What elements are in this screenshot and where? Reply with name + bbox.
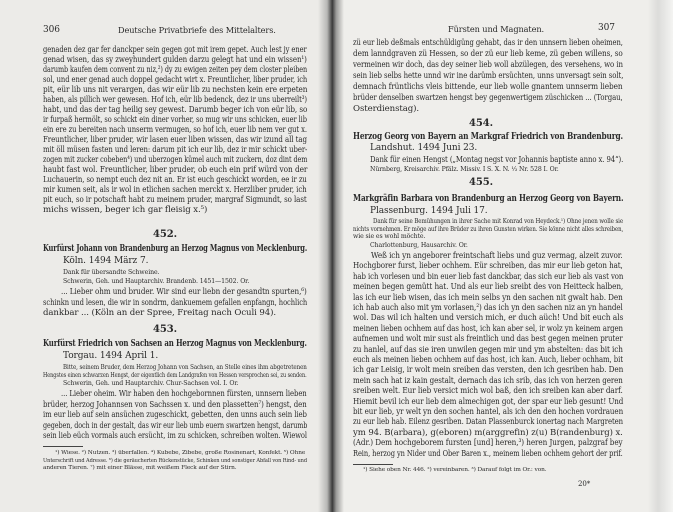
running-head: Fürsten und Magnaten. bbox=[448, 24, 545, 34]
body-line: ich hab auch also mit ym vorlasen,²) das ich yn den sachen niz an yn handel bbox=[353, 303, 623, 313]
body-line: mein sach hat iz kain gestalt, dernach das ich srib, das ich von herzen geren bbox=[353, 375, 623, 386]
letter-summary: Dank für übersandte Schweine. bbox=[63, 269, 160, 276]
footnote-rule bbox=[43, 446, 83, 447]
body-line: haben, als pillich wer gewesen. Hof ich, eür lib bedenck, dez ir uns uberreilt³) bbox=[43, 95, 307, 105]
letter-number: 454. bbox=[469, 118, 493, 129]
running-head: Deutsche Privatbriefe des Mittelalters. bbox=[118, 25, 276, 35]
body-line: meinen lieben ochhem auf das host, ich kan aber sel, ir wolz yn keinem argen bbox=[353, 323, 623, 334]
body-line: Luchauerin, so nempt euch dez nit an. Er ist euch geschickt worden, ee ir zu bbox=[43, 175, 307, 185]
body-line: (Adr.) Dem hochgeborem fursten [und] heren,³) heren Jurgen, palzgraf bey bbox=[353, 438, 623, 449]
letter-summary: Dank für einen Hengst („Montag negst vor Johannis baptiste anno x. 94“). bbox=[370, 154, 624, 164]
body-line: Rein, herzog yn Nider und Ober Baren x., meinem lieben ochhem gehort der prif. bbox=[353, 448, 623, 459]
place-date: Plassenburg. 1494 Juli 17. bbox=[370, 206, 488, 216]
body-line: haubt fast wol. Freuntlicher, liber pruder, ob euch ein prif würd von der bbox=[43, 165, 308, 175]
body-line: michs wissen, beger ich gar fleisig x.⁵) bbox=[43, 205, 208, 215]
signature-mark: 20* bbox=[578, 480, 591, 488]
body-line: mit öll müsen fasten und leren: darum pit ich eur lib, dez ir mir schickt uber- bbox=[43, 145, 308, 155]
archive-source: Charlottenburg, Hausarchiv. Or. bbox=[370, 242, 468, 249]
body-line: aufnemen und wolt mir sust als freintlich und das best gegen meinen pruter bbox=[353, 334, 623, 345]
letter-heading: Kurfürst Johann von Brandenburg an Herzog Magnus von Mecklenburg. bbox=[43, 243, 308, 254]
footnote: Unterschrift und Adresse. ⁶) die geräucherten Rückenstücke, Schinken und sonstiger Abfall von Rind- und bbox=[43, 457, 307, 464]
body-line: zü eur lieb deßmals entschüldigüng gehabt, das ir den unnsern lieben oheimen, bbox=[353, 38, 623, 48]
body-line: ... Lieber ohm und bruder. Wir sind eur liebn der gesandtn spurten,⁶) bbox=[61, 287, 307, 297]
letter-heading: Markgräfin Barbara von Brandenburg an Herzog Georg von Bayern. bbox=[353, 193, 624, 204]
archive-source: Nürnberg, Kreisarchiv. Pfälz. Missiv. I S. X. N. ¹⁄₃ Nr. 528 I. Or. bbox=[370, 166, 559, 173]
body-line: Weß ich yn angeborer freintschaft liebs und guz vermag, alzeit zuvor. bbox=[371, 251, 623, 261]
body-line: gegeben, doch in der gestalt, das wir eur lieb umb euern swartzen hengst, darumb bbox=[43, 420, 308, 431]
body-line: genad wisen, das sy zweyhundert gulden darzu gelegt hat und ein wissen¹) bbox=[43, 55, 307, 65]
body-line: euch als meinen lieben ochhem auf das host, ich kan. Auch, lieber ochham, bit bbox=[353, 355, 623, 365]
page-edge bbox=[648, 0, 673, 512]
body-line: pit, eür lib uns nit verargen, das wir eür lib zu nechsten kein ere erpeten bbox=[43, 85, 308, 95]
letter-summary: wie sie es wohl möchte. bbox=[353, 233, 426, 241]
place-date: Torgau. 1494 April 1. bbox=[63, 351, 159, 361]
body-line: vermeinen wir doch, das dey seiner lieb woll abzülegen, des versehens, wo in bbox=[353, 60, 623, 70]
letter-heading: Herzog Georg von Bayern an Markgraf Friedrich von Brandenburg. bbox=[353, 131, 623, 142]
archive-source: Schwerin, Geh. und Hauptarchiv. Chur-Sachsen vol. I. Or. bbox=[63, 380, 239, 387]
body-line: sol, und ener genad auch doppel gedacht wirt x. Freuntlicher, liber pruder, ich bbox=[43, 75, 308, 85]
body-line: Hiemit bevil ich eur lieb dem almechigen got, der spar eur lieb gesunt! Und bbox=[353, 396, 624, 407]
letter-summary: Bitte, seinem Bruder, dem Herzog Johann von Sachsen, an Stelle eines ihm abgetretenen bbox=[63, 364, 307, 371]
body-line: habt, und das der tag heilig sey gewest. Darumb beger ich von eür lib, so bbox=[43, 105, 308, 115]
body-line: Osterdienstag). bbox=[353, 104, 420, 114]
body-line: genaden dez gar fer danckper sein gegen got mit irem gepet. Auch lest jy ener bbox=[43, 45, 307, 55]
body-line: sreiben welt. Eur lieb versict mich wol baß, den ich sreiben kan aber darf. bbox=[353, 386, 623, 397]
body-line: ir furpaß hermölt, so schickt ein diner vorher, so mug wir uns schicken, euer lib bbox=[43, 115, 307, 125]
letter-number: 455. bbox=[469, 177, 493, 188]
place-date: Landshut. 1494 Juni 23. bbox=[370, 143, 478, 153]
body-line: meinen begen gemütt hat. Und als eur lieb sreibt des von Heitteck halben, bbox=[353, 282, 624, 293]
body-line: schinkn und lesen, die wir in sondrm, dankuemem gefallen enpfangn, hochlich bbox=[43, 297, 308, 308]
letter-summary: nichts vornehmen. Er möge auf ihre Brüder zu ihren Gunsten wirken. Sie könne nicht alles schreiben, bbox=[353, 225, 624, 233]
body-line: zogen mit zucker cobeben⁴) und uberzogen kümel auch mit zuckern, doz dint dem bbox=[43, 155, 308, 165]
body-line: demnach früntlichs vleis bittende, eur lieb wolle gnantem unnserm lieben bbox=[353, 82, 623, 92]
body-line: ym 94. B(arbara), g(eboren) m(arggrefin) z(u) B(randenburg) x. bbox=[353, 427, 623, 438]
footnote: ¹) Siehe oben Nr. 446. ²) vereinbaren. ³) Darauf folgt im Or.: von. bbox=[363, 467, 547, 473]
body-line: zu hanlel, auf das sie iren unwilen gegen mir und ym abstelten: das bit ich bbox=[353, 344, 623, 355]
body-line: hab ich vorlesen und bin euer lieb fast danckbar, das sich eur lieb als vast von bbox=[353, 271, 624, 282]
body-line: pit euch, so ir potschaft habt zu meinem pruder, margraf Sigmundt, so last bbox=[43, 195, 307, 205]
body-line: brüder, herzog Johannsen von Sachssen x. und den plassetten⁷) hengst, den bbox=[43, 399, 307, 410]
footnote: anderen Tieren. ⁷) mit einer Blässe, mit weißem Fleck auf der Stirn. bbox=[43, 465, 237, 472]
letter-heading: Kurfürst Friedrich von Sachsen an Herzog Magnus von Mecklenburg. bbox=[43, 338, 307, 349]
body-line: las ich eur lieb wisen, das ich mein selbs yn den sachen nit gwalt hab. Den bbox=[353, 292, 623, 303]
body-line: zu eur lieb hab. Eilenz gesriben. Datan Plassenburck ionertag nach Margreten bbox=[353, 417, 624, 428]
book-gutter bbox=[318, 0, 344, 512]
archive-source: Schwerin, Geh. und Hauptarchiv. Brandenb. 1451—1502. Or. bbox=[63, 278, 250, 285]
body-line: darumb kaufen dem convent zu niz,²) dy zu ewigen zeiten pey dem closter pleiben bbox=[43, 65, 308, 75]
body-line: im eur lieb auf sein ansüchen zugeschickt, gebetten, den unns auch sein lieb bbox=[43, 410, 307, 420]
footnote-rule bbox=[353, 464, 393, 465]
letter-summary: Hengstes einen schwarzen Hengst, der eigentlich dem Landgrafen von Hessen versprochen sei, zu senden. bbox=[43, 371, 307, 379]
body-line: Freuntlicher, liber pruder, wir lasen euer liben wissen, das wir izund all tag bbox=[43, 135, 307, 145]
letter-number: 453. bbox=[153, 324, 177, 335]
body-line: dem lanndgraven zü Hessen, so der zü eur lieb keme, zü geben willens, so bbox=[353, 49, 623, 59]
letter-summary: Dank für seine Bemühungen in ihrer Sache mit Konrad von Heydeck.¹) Ohne jenen wolle sie bbox=[373, 218, 624, 225]
body-line: sein lieb selbs hette unnd wir ine darümb ersüchten, unns unversagt sein solt, bbox=[353, 71, 624, 81]
body-line: mir kumen seit, als ir wol in etlichen sachen merckt x. Herzliber pruder, ich bbox=[43, 185, 307, 195]
body-line: brüder denselben swartzen hengst bey gegenwertigem züschicken ... (Torgau, bbox=[353, 93, 623, 103]
letter-number: 452. bbox=[153, 229, 177, 240]
body-line: dankbar ... (Köln an der Spree, Freitag nach Oculi 94). bbox=[43, 308, 277, 318]
body-line: wol. Das wil ich halten und versich mich, er duch aüch! Und bit euch als bbox=[353, 313, 624, 324]
footnote: ¹) Wiese. ²) Nutzen. ³) überfallen. ⁴) Kubebe, Zibebe, große Rosinenart, Konfekt. ⁵) Ohne bbox=[55, 450, 306, 456]
page-number: 306 bbox=[43, 25, 60, 35]
body-line: sein lieb eüch vormals auch ersücht, im zu schicken, schreiben wolten. Wiewol bbox=[43, 431, 307, 441]
body-line: bit eur lieb, yr welt yn den sochen hantel, als ich den den hochen vordrauen bbox=[353, 407, 624, 417]
place-date: Köln. 1494 März 7. bbox=[63, 256, 149, 266]
page-number: 307 bbox=[598, 23, 615, 33]
body-line: ... Lieber oheim. Wir haben den hochgebornnen fürsten, unnsern lieben bbox=[61, 389, 307, 399]
body-line: Hochgborer furst, lieber ochhem. Eür schreiben, das mir eur lieb geton hat, bbox=[353, 261, 623, 272]
body-line: ein ere zu bereiten nach unserm vermugen, so hof ich, euer lib nem ver gut x. bbox=[43, 125, 308, 135]
body-line: ich gar Leisig, ir wolt mein sreiben das versten, den ich gesriben hab. Den bbox=[353, 365, 624, 376]
